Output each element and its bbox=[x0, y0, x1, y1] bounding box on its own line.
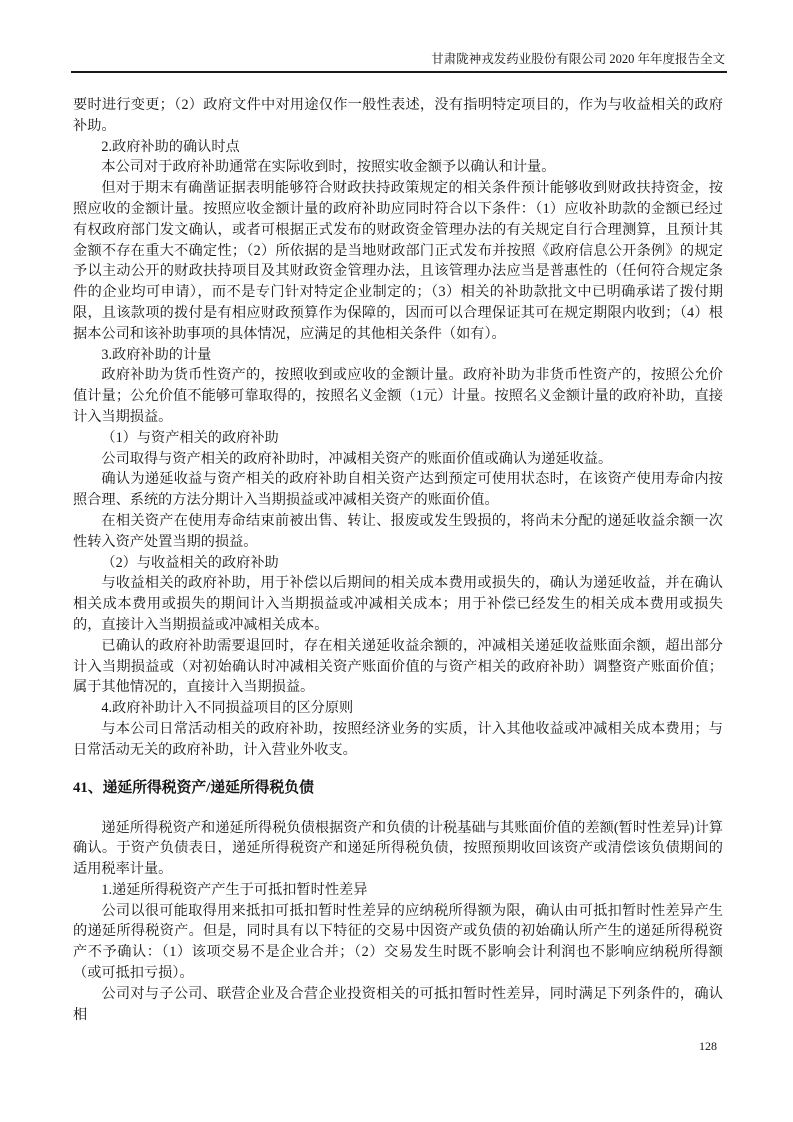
page-header bbox=[72, 51, 725, 68]
paragraph: 递延所得税资产和递延所得税负债根据资产和负债的计税基础与其账面价值的差额(暂时性差异)计算确认。于资产负债表日，递延所得税资产和递延所得税负债，按照预期收回该资产或清偿该负债期间的适用税率计量。 bbox=[73, 819, 723, 878]
document-body bbox=[73, 95, 723, 1025]
paragraph: 与本公司日常活动相关的政府补助，按照经济业务的实质，计入其他收益或冲减相关成本费用；与日常活动无关的政府补助，计入营业外收支。 bbox=[73, 720, 723, 758]
paragraph-grant-recognition-heading: 2.政府补助的确认时点 bbox=[101, 138, 240, 155]
paragraph: 本公司对于政府补助通常在实际收到时，按照实收金额予以确认和计量。 bbox=[101, 159, 556, 176]
paragraph: 政府补助为货币性资产的，按照收到或应收的金额计量。政府补助为非货币性资产的，按照公允价值计量；公允价值不能够可靠取得的，按照名义金额（1元）计量。按照名义金额计量的政府补助，直接计入当期损益。 bbox=[73, 367, 723, 425]
paragraph: 但对于期末有确凿证据表明能够符合财政扶持政策规定的相关条件预计能够收到财政扶持资金，按照应收的金额计量。按照应收金额计量的政府补助应同时符合以下条件：（1）应收补助款的金额已经过有权政府部门发文确认，或者可根据正式发布的财政资金管理办法的有关规定自行合理测算，且预计其金额不存在重大不确定性；（2）所依据的是当地财政部门正式发布并按照《政府信息公开条例》的规定予以主动公开的财政扶持项目及其财政资金管理办法，且该管理办法应当是普惠性的（任何符合规定条件的企业均可申请），而不是专门针对特定企业制定的；（3）相关的补助款批文中已明确承诺了拨付期限，且该款项的拨付是有相应财政预算作为保障的，因而可以合理保证其可在规定期限内收到；（4）根据本公司和该补助事项的具体情况，应满足的其他相关条件（如有）。 bbox=[73, 180, 723, 342]
paragraph-grant-classification-heading: 4.政府补助计入不同损益项目的区分原则 bbox=[101, 700, 354, 717]
paragraph: 在相关资产在使用寿命结束前被出售、转让、报废或发生毁损的，将尚未分配的递延收益余额一次性转入资产处置当期的损益。 bbox=[73, 512, 723, 550]
paragraph: 公司取得与资产相关的政府补助时，冲减相关资产的账面价值或确认为递延收益。 bbox=[101, 450, 613, 467]
paragraph-deferred-tax-asset-heading: 1.递延所得税资产产生于可抵扣暂时性差异 bbox=[101, 881, 368, 898]
section-heading-41: 41、递延所得税资产/递延所得税负债 bbox=[73, 779, 314, 796]
paragraph-income-related-heading: （2）与收益相关的政府补助 bbox=[101, 554, 279, 571]
paragraph: 公司对与子公司、联营企业及合营企业投资相关的可抵扣暂时性差异，同时满足下列条件的，确认相 bbox=[73, 985, 723, 1023]
paragraph-asset-related-heading: （1）与资产相关的政府补助 bbox=[101, 429, 279, 446]
paragraph: 确认为递延收益与资产相关的政府补助自相关资产达到预定可使用状态时，在该资产使用寿命内按照合理、系统的方法分期计入当期损益或冲减相关资产的账面价值。 bbox=[73, 471, 723, 509]
paragraph: 与收益相关的政府补助，用于补偿以后期间的相关成本费用或损失的，确认为递延收益，并在确认相关成本费用或损失的期间计入当期损益或冲减相关成本；用于补偿已经发生的相关成本费用或损失的，直接计入当期损益或冲减相关成本。 bbox=[73, 575, 723, 633]
header-divider bbox=[71, 71, 727, 73]
paragraph: 已确认的政府补助需要退回时，存在相关递延收益余额的，冲减相关递延收益账面余额，超出部分计入当期损益或（对初始确认时冲减相关资产账面价值的与资产相关的政府补助）调整资产账面价值；属于其他情况的，直接计入当期损益。 bbox=[73, 637, 723, 696]
header-title: 甘肃陇神戎发药业股份有限公司 2020 年年度报告全文 bbox=[431, 52, 725, 66]
paragraph-continuation: 要时进行变更；（2）政府文件中对用途仅作一般性表述，没有指明特定项目的，作为与收益相关的政府补助。 bbox=[73, 97, 723, 134]
paragraph: 公司以很可能取得用来抵扣可抵扣暂时性差异的应纳税所得额为限，确认由可抵扣暂时性差异产生的递延所得税资产。但是，同时具有以下特征的交易中因资产或负债的初始确认所产生的递延所得税资产不予确认：（1）该项交易不是企业合并；（2）交易发生时既不影响会计利润也不影响应纳税所得额（或可抵扣亏损）。 bbox=[73, 902, 723, 982]
page-number: 128 bbox=[699, 1039, 717, 1053]
paragraph-grant-measurement-heading: 3.政府补助的计量 bbox=[101, 346, 212, 363]
